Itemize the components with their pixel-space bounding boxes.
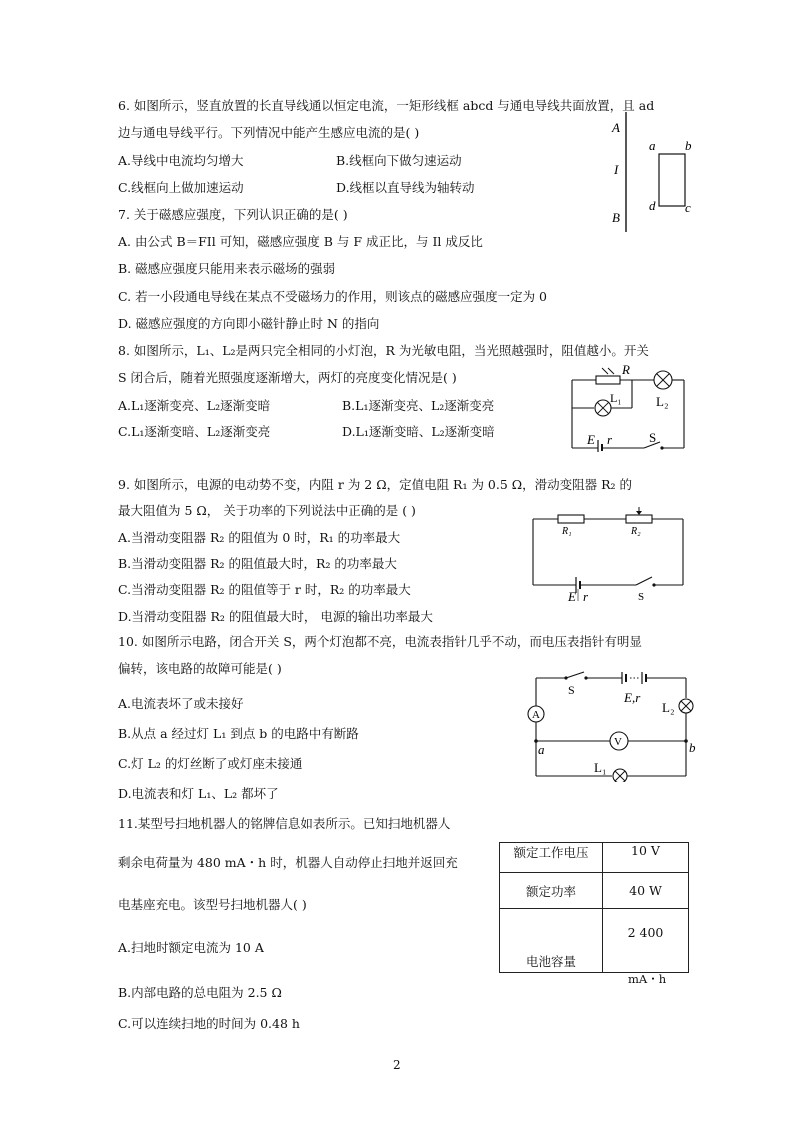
q9-label-e: E <box>568 589 576 603</box>
q11-stem-line2: 剩余电荷量为 480 mA・h 时，机器人自动停止扫地并返回充 <box>118 855 458 870</box>
q8-label-s: S <box>649 430 657 445</box>
q8-label-l1: L₁ <box>610 391 622 405</box>
q11-stem-line1: 11.某型号扫地机器人的铭牌信息如表所示。已知扫地机器人 <box>118 816 451 831</box>
q9-figure-circuit <box>528 505 688 603</box>
table-cell-label: 电池容量 <box>500 909 603 973</box>
q10-label-a: a <box>538 742 545 757</box>
q6-option-d: D.线框以直导线为轴转动 <box>336 180 475 195</box>
q7-option-c: C. 若一小段通电导线在某点不受磁场力的作用，则该点的磁感应强度一定为 0 <box>118 289 547 304</box>
table-cell-value: 40 W <box>603 873 689 909</box>
q10-figure-circuit <box>522 664 698 782</box>
table-row <box>500 909 689 973</box>
q9-label-r1: R₁ <box>562 526 572 537</box>
q6-option-b: B.线框向下做匀速运动 <box>336 153 462 168</box>
table-cell-value: 10 V <box>603 843 689 873</box>
q9-option-c: C.当滑动变阻器 R₂ 的阻值等于 r 时，R₂ 的功率最大 <box>118 582 411 597</box>
q8-label-e: E <box>587 432 595 447</box>
q7-stem: 7. 关于磁感应强度，下列认识正确的是( ) <box>118 207 348 222</box>
q6-corner-a: a <box>649 138 656 153</box>
q11-option-b: B.内部电路的总电阻为 2.5 Ω <box>118 985 282 1000</box>
q9-resistor-r1 <box>558 515 584 523</box>
q6-option-a: A.导线中电流均匀增大 <box>118 153 244 168</box>
q10-option-b: B.从点 a 经过灯 L₁ 到点 b 的电路中有断路 <box>118 726 359 741</box>
q6-option-c: C.线框向上做加速运动 <box>118 180 244 195</box>
q11-option-a: A.扫地时额定电流为 10 A <box>118 940 264 955</box>
q9-rheostat-r2 <box>626 515 652 523</box>
q6-label-current: I <box>614 162 619 177</box>
q11-capacity-unit: mA・h <box>628 972 667 986</box>
q8-option-d: D.L₁逐渐变暗、L₂逐渐变暗 <box>342 424 495 439</box>
q6-corner-c: c <box>685 200 691 215</box>
q8-label-l2: L₂ <box>656 394 669 409</box>
q9-option-b: B.当滑动变阻器 R₂ 的阻值最大时，R₂ 的功率最大 <box>118 556 397 571</box>
q10-stem-line1: 10. 如图所示电路，闭合开关 S，两个灯泡都不亮，电流表指针几乎不动，而电压表指针有明显 <box>118 634 642 649</box>
q8-label-r: R <box>622 362 630 377</box>
table-cell-label: 额定功率 <box>500 873 603 909</box>
q6-label-b-bottom: B <box>612 210 620 225</box>
q8-option-a: A.L₁逐渐变亮、L₂逐渐变暗 <box>118 398 271 413</box>
table-row <box>500 873 689 909</box>
q7-option-a: A. 由公式 B＝FIl 可知，磁感应强度 B 与 F 成正比，与 Il 成反比 <box>118 234 483 249</box>
q9-label-r2: R₂ <box>631 526 641 537</box>
q8-label-r-internal: r <box>607 432 613 447</box>
q10-option-a: A.电流表坏了或未接好 <box>118 696 244 711</box>
q9-option-a: A.当滑动变阻器 R₂ 的阻值为 0 时，R₁ 的功率最大 <box>118 530 401 545</box>
q10-label-voltmeter: V <box>614 736 622 748</box>
q6-corner-b: b <box>685 138 692 153</box>
q8-stem-line2: S 闭合后，随着光照强度逐渐增大，两灯的亮度变化情况是( ) <box>118 370 457 385</box>
q9-label-s: S <box>638 591 645 603</box>
q10-option-c: C.灯 L₂ 的灯丝断了或灯座未接通 <box>118 756 303 771</box>
q6-figure-wire-frame <box>600 110 710 235</box>
q6-corner-d: d <box>649 198 656 213</box>
q8-option-b: B.L₁逐渐变亮、L₂逐渐变亮 <box>342 398 495 413</box>
q11-option-c: C.可以连续扫地的时间为 0.48 h <box>118 1016 300 1031</box>
q10-label-s: S <box>568 683 575 697</box>
q10-label-ammeter: A <box>532 709 540 721</box>
q8-resistor-r <box>596 376 620 384</box>
q11-stem-line3: 电基座充电。该型号扫地机器人( ) <box>118 897 307 912</box>
page-number: 2 <box>393 1058 401 1072</box>
q7-option-d: D. 磁感应强度的方向即小磁针静止时 N 的指向 <box>118 316 380 331</box>
q10-label-l1: L₁ <box>594 760 607 775</box>
q9-option-d: D.当滑动变阻器 R₂ 的阻值最大时， 电源的输出功率最大 <box>118 609 433 624</box>
q11-nameplate-table <box>499 842 689 973</box>
q9-label-r-internal: r <box>583 589 589 603</box>
q6-stem-line2: 边与通电导线平行。下列情况中能产生感应电流的是( ) <box>118 125 420 140</box>
q10-stem-line2: 偏转，该电路的故障可能是( ) <box>118 661 282 676</box>
q10-label-er: E,r <box>624 690 641 705</box>
q6-stem-line1: 6. 如图所示，竖直放置的长直导线通以恒定电流，一矩形线框 abcd 与通电导线共面放置，且 ad <box>118 98 655 113</box>
q10-label-l2: L₂ <box>662 700 675 715</box>
q9-stem-line1: 9. 如图所示，电源的电动势不变，内阻 r 为 2 Ω，定值电阻 R₁ 为 0.5 Ω，滑动变阻器 R₂ 的 <box>118 477 633 492</box>
q10-option-d: D.电流表和灯 L₁、L₂ 都坏了 <box>118 786 279 801</box>
q8-option-c: C.L₁逐渐变暗、L₂逐渐变亮 <box>118 424 271 439</box>
table-cell-label: 额定工作电压 <box>500 843 603 873</box>
q10-label-b: b <box>689 740 696 755</box>
table-row <box>500 843 689 873</box>
q7-option-b: B. 磁感应强度只能用来表示磁场的强弱 <box>118 261 336 276</box>
q6-label-a-top: A <box>612 120 620 135</box>
table-cell-value: 2 400 <box>603 909 689 973</box>
q9-stem-line2: 最大阻值为 5 Ω， 关于功率的下列说法中正确的是 ( ) <box>118 503 416 518</box>
q8-figure-circuit <box>562 360 692 452</box>
q8-stem-line1: 8. 如图所示，L₁、L₂是两只完全相同的小灯泡，R 为光敏电阻，当光照越强时，阻值越小。开关 <box>118 343 649 358</box>
